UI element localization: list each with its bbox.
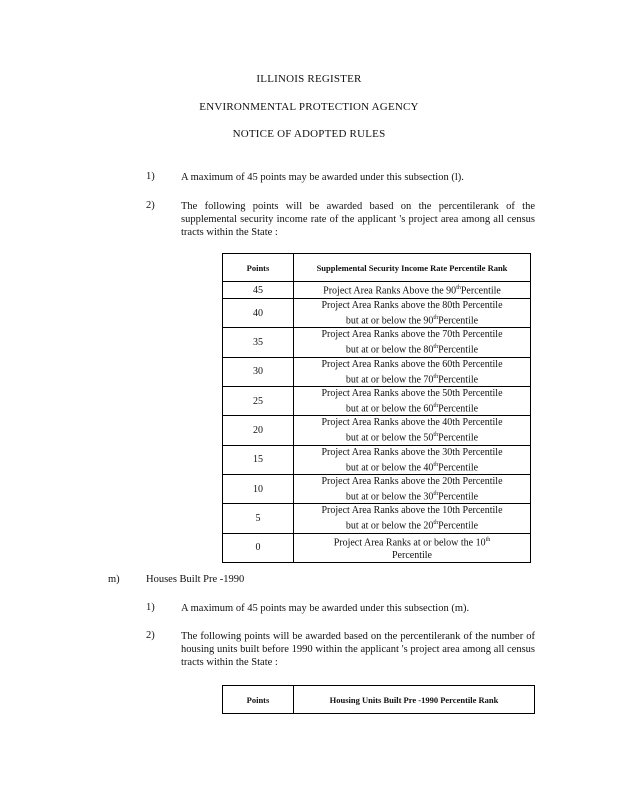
table-row bbox=[223, 357, 531, 386]
row-description bbox=[294, 282, 531, 299]
row-tail-text: Percentile bbox=[438, 403, 479, 415]
header-agency: ENVIRONMENTAL PROTECTION AGENCY bbox=[199, 101, 419, 113]
row-line2-text: but at or below the 50 bbox=[345, 432, 434, 444]
row-superscript: th bbox=[433, 373, 439, 380]
row-tail-text: Percentile bbox=[438, 344, 479, 356]
table-row bbox=[223, 299, 531, 328]
row-line2 bbox=[294, 488, 530, 503]
header-notice: NOTICE OF ADOPTED RULES bbox=[232, 128, 386, 140]
row-points: 45 bbox=[223, 282, 294, 299]
row-line1-text: Project Area Ranks above the 30th Percentile bbox=[321, 446, 503, 458]
item-text: The following points will be awarded based on the percentilerank of the number of housing units built before 1990 within the applicant 's project area among all census tracts within the State : bbox=[181, 631, 535, 668]
row-points: 15 bbox=[223, 445, 294, 474]
table-header-rank: Housing Units Built Pre -1990 Percentile Rank bbox=[294, 686, 535, 714]
row-tail-text: Percentile bbox=[438, 461, 479, 473]
row-line2-text: but at or below the 40 bbox=[345, 461, 434, 473]
row-tail-text: Percentile bbox=[438, 315, 479, 327]
row-line1 bbox=[294, 475, 530, 488]
row-superscript: th bbox=[456, 285, 461, 292]
section-label: m) bbox=[108, 574, 120, 585]
table-row bbox=[223, 416, 531, 445]
row-superscript: th bbox=[433, 461, 439, 468]
row-tail-text: Percentile bbox=[438, 373, 479, 385]
item-text: A maximum of 45 points may be awarded under this subsection (l). bbox=[181, 172, 464, 183]
row-superscript: th bbox=[433, 432, 439, 439]
table-row bbox=[223, 445, 531, 474]
row-points: 25 bbox=[223, 386, 294, 415]
row-description bbox=[294, 328, 531, 357]
row-line2 bbox=[294, 459, 530, 474]
table-header-points: Points bbox=[223, 686, 294, 714]
row-line2-text: but at or below the 30 bbox=[345, 491, 434, 503]
row-points: 30 bbox=[223, 357, 294, 386]
row-line1-text: Project Area Ranks above the 20th Percentile bbox=[321, 475, 503, 487]
row-description bbox=[294, 533, 531, 562]
item-number: 1) bbox=[146, 171, 155, 182]
item-number: 1) bbox=[146, 602, 155, 613]
row-tail-text: Percentile bbox=[438, 491, 479, 503]
row-line1-text: Project Area Ranks above the 70th Percentile bbox=[321, 329, 503, 341]
row-line2 bbox=[294, 549, 530, 562]
item-number: 2) bbox=[146, 200, 155, 211]
row-superscript: th bbox=[433, 402, 439, 409]
table-row bbox=[223, 328, 531, 357]
row-line1 bbox=[294, 328, 530, 341]
row-tail-text: Percentile bbox=[460, 285, 501, 297]
row-line2 bbox=[294, 517, 530, 532]
row-line2 bbox=[294, 400, 530, 415]
row-tail-text: Percentile bbox=[438, 432, 479, 444]
row-line2 bbox=[294, 371, 530, 386]
row-line1 bbox=[294, 358, 530, 371]
row-description bbox=[294, 357, 531, 386]
section-title: Houses Built Pre -1990 bbox=[146, 574, 245, 585]
row-line2 bbox=[294, 312, 530, 327]
points-table-housing bbox=[222, 685, 535, 714]
table-row bbox=[223, 533, 531, 562]
row-line2-text: but at or below the 60 bbox=[345, 403, 434, 415]
row-superscript: th bbox=[433, 490, 439, 497]
row-points: 10 bbox=[223, 474, 294, 503]
row-line2-text: Percentile bbox=[392, 549, 432, 561]
row-line1 bbox=[294, 387, 530, 400]
row-line1 bbox=[294, 446, 530, 459]
row-line2-text: but at or below the 90 bbox=[345, 315, 434, 327]
row-line1-text: Project Area Ranks above the 60th Percentile bbox=[321, 358, 503, 370]
item-text: A maximum of 45 points may be awarded under this subsection (m). bbox=[181, 603, 470, 614]
row-line1 bbox=[294, 534, 530, 549]
row-points: 35 bbox=[223, 328, 294, 357]
row-line2-text: but at or below the 80 bbox=[345, 344, 434, 356]
row-description bbox=[294, 416, 531, 445]
table-row bbox=[223, 282, 531, 299]
header-register: ILLINOIS REGISTER bbox=[256, 73, 362, 85]
row-points: 5 bbox=[223, 504, 294, 533]
row-superscript: th bbox=[433, 520, 439, 527]
row-line1-text: Project Area Ranks above the 80th Percentile bbox=[321, 300, 503, 311]
table-row bbox=[223, 504, 531, 533]
row-line1-text: Project Area Ranks at or below the 10 bbox=[333, 536, 486, 548]
table-header-rank: Supplemental Security Income Rate Percentile Rank bbox=[294, 254, 531, 282]
table-row bbox=[223, 386, 531, 415]
row-description bbox=[294, 474, 531, 503]
row-line2 bbox=[294, 429, 530, 444]
row-line1-text: Project Area Ranks above the 10th Percentile bbox=[321, 505, 503, 517]
row-line2-text: but at or below the 70 bbox=[345, 373, 434, 385]
row-superscript: th bbox=[433, 344, 439, 351]
row-description bbox=[294, 445, 531, 474]
row-description bbox=[294, 386, 531, 415]
row-description bbox=[294, 504, 531, 533]
row-line1 bbox=[294, 299, 530, 312]
item-number: 2) bbox=[146, 630, 155, 641]
row-line2-text: but at or below the 20 bbox=[345, 520, 434, 532]
row-line1-text: Project Area Ranks above the 50th Percentile bbox=[321, 387, 503, 399]
row-line1-text: Project Area Ranks above the 40th Percentile bbox=[321, 417, 503, 429]
table-row bbox=[223, 474, 531, 503]
item-text: The following points will be awarded based on the percentilerank of the supplemental security income rate of the applicant 's project area among all census tracts within the State : bbox=[181, 201, 535, 238]
row-line1-text: Project Area Ranks Above the 90 bbox=[323, 285, 457, 297]
row-superscript: th bbox=[485, 536, 491, 543]
row-line2 bbox=[294, 341, 530, 356]
table-header-points: Points bbox=[223, 254, 294, 282]
row-points: 20 bbox=[223, 416, 294, 445]
row-line1 bbox=[294, 282, 530, 297]
row-line1 bbox=[294, 504, 530, 517]
row-description bbox=[294, 299, 531, 328]
points-table-supplemental bbox=[222, 253, 531, 563]
row-line1 bbox=[294, 416, 530, 429]
row-points: 40 bbox=[223, 299, 294, 328]
row-superscript: th bbox=[433, 315, 439, 321]
row-points: 0 bbox=[223, 533, 294, 562]
row-tail-text: Percentile bbox=[438, 520, 479, 532]
